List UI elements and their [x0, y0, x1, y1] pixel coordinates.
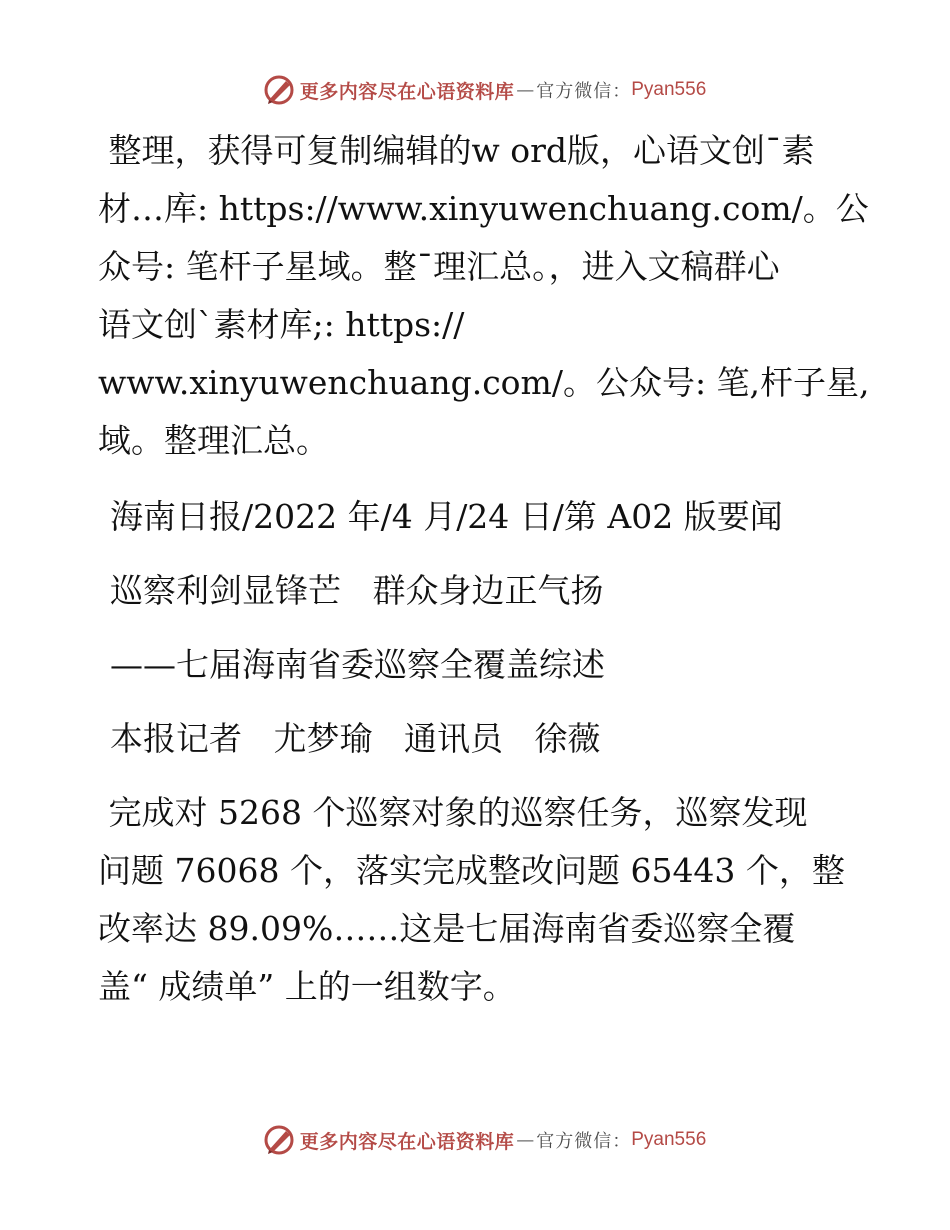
wechat-id: Pyan556: [631, 79, 707, 100]
footer-watermark-banner: [0, 1120, 950, 1160]
body-line: 改率达 89.09%……这是七届海南省委巡察全覆: [98, 909, 796, 948]
pen-logo-icon: [262, 73, 296, 107]
wechat-label: 官方微信：: [536, 1131, 632, 1152]
body-line: 完成对 5268 个巡察对象的巡察任务，巡察发现: [98, 793, 808, 832]
pen-logo-icon: [262, 1123, 296, 1157]
banner-dash: —: [516, 1129, 535, 1151]
intro-line: 众号: 笔杆子星域。整¯理汇总。，进入文稿群心: [98, 247, 780, 286]
site-name: 更多内容尽在心语资料库: [299, 1130, 515, 1153]
intro-line: 域。整理汇总。: [98, 421, 329, 460]
wechat-id: Pyan556: [631, 1129, 707, 1150]
intro-paragraph: [98, 122, 870, 470]
banner-dash: —: [516, 79, 535, 101]
body-line: 问题 76068 个，落实完成整改问题 65443 个，整: [98, 851, 845, 890]
header-watermark-banner: [0, 70, 950, 110]
document-body: [98, 122, 870, 1016]
wechat-label: 官方微信：: [536, 81, 632, 102]
intro-line: www.xinyuwenchuang.com/。公众号: 笔,杆子星,: [98, 363, 870, 402]
intro-line: 材…库: https://www.xinyuwenchuang.com/。公: [98, 189, 869, 228]
article-byline: 本报记者 尤梦瑜 通讯员 徐薇: [110, 719, 601, 758]
intro-line: 语文创`素材库;: https://: [98, 305, 465, 344]
article-title: 巡察利剑显锋芒 群众身边正气扬: [110, 571, 604, 610]
intro-line: 整理，获得可复制编辑的w ord版，心语文创¯素: [98, 131, 815, 170]
article-source: 海南日报/2022 年/4 月/24 日/第 A02 版要闻: [110, 497, 783, 536]
article-subtitle: ——七届海南省委巡察全覆盖综述: [110, 645, 605, 684]
site-name: 更多内容尽在心语资料库: [299, 80, 515, 103]
body-line: 盖“ 成绩单” 上的一组数字。: [98, 967, 516, 1006]
body-paragraph: [98, 784, 858, 1016]
